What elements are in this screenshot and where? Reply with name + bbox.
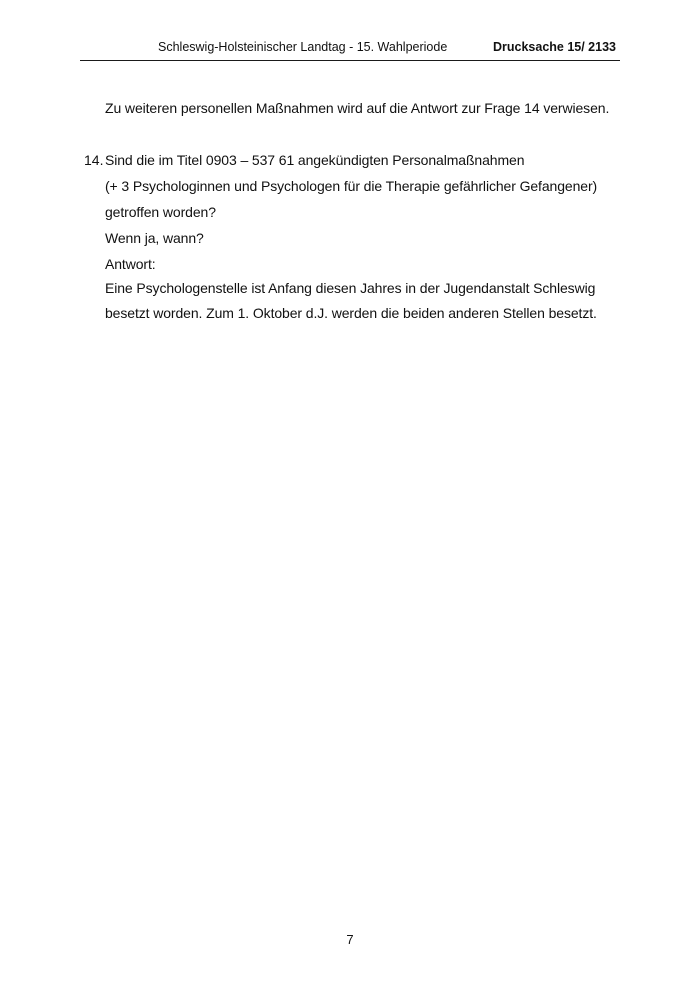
page-header bbox=[80, 38, 620, 61]
answer-line-2: besetzt worden. Zum 1. Oktober d.J. werden die beiden anderen Stellen besetzt. bbox=[105, 305, 597, 321]
header-document-number: Drucksache 15/ 2133 bbox=[492, 40, 616, 54]
question-line-2: (+ 3 Psychologinnen und Psychologen für die Therapie gefährlicher Gefangener) bbox=[105, 178, 598, 194]
question-line-4: Wenn ja, wann? bbox=[105, 230, 204, 246]
header-title: Schleswig-Holsteinischer Landtag - 15. Wahlperiode bbox=[158, 40, 448, 54]
intro-paragraph: Zu weiteren personellen Maßnahmen wird auf die Antwort zur Frage 14 verwiesen. bbox=[105, 100, 610, 116]
answer-line-1: Eine Psychologenstelle ist Anfang diesen Jahres in der Jugendanstalt Schleswig bbox=[105, 280, 596, 296]
question-line-1: Sind die im Titel 0903 – 537 61 angekündigten Personalmaßnahmen bbox=[105, 152, 525, 168]
answer-label: Antwort: bbox=[105, 256, 156, 272]
question-number: 14. bbox=[84, 152, 104, 168]
page-number: 7 bbox=[346, 932, 354, 947]
question-line-3: getroffen worden? bbox=[105, 204, 216, 220]
